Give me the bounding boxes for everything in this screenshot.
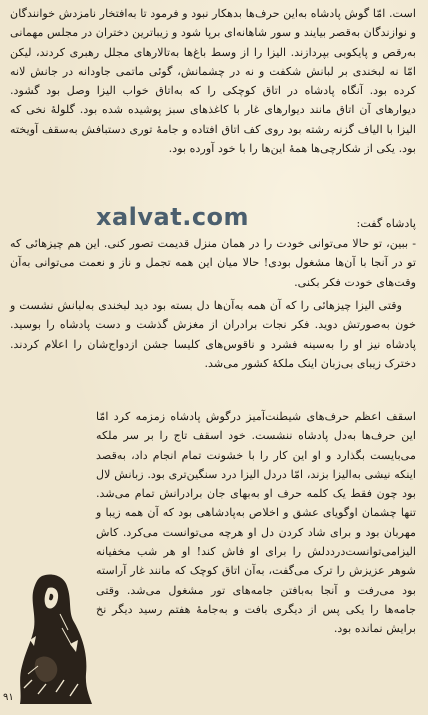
dialogue-paragraph <box>10 234 416 292</box>
speaker-line: پادشاه گفت: <box>356 217 416 230</box>
illustration-woodcut-figure <box>12 570 94 705</box>
paragraph-1-text: است. امّا گوش پادشاه به‌این حرف‌ها بدهکار نبود و فرمود تا به‌افتخار نامزدش خوانندگان و نوازندگان به‌قصر بیایند و سور شاهانه‌ای برپا شود و زیباترین دختران در مجلس مهمانی به‌رقص و پایکوبی بپردازند. الیزا را از وسط باغ‌ها به‌تالارهای مجلل رهبری کردند، لیکن امّا نه لبخندی بر لبانش شکفت و نه در چشمانش، گوئی ماتمی جاودانه در جانش لانه کرده بود. آنگاه پادشاه در اتاق کوچکی را که به‌اتاق خواب الیزا وصل بود گشود. دیوارهای آن اتاق مانند دیوارهای غار با کاغذهای سبز پوشیده شده بود. گلولهٔ نخی که الیزا با الیاف گزنه رشته بود روی کف اتاق افتاده و جامهٔ توری دستبافش به‌سقف آویخته بود. یکی از شکارچی‌ها همهٔ این‌ها را با خود آورده بود. <box>10 7 416 156</box>
watermark: xalvat.com <box>96 203 250 231</box>
dialogue-text: - ببین، تو حالا می‌توانی خودت را در همان منزل قدیمت تصور کنی. این هم چیزهائی که تو در آنجا با آن‌ها مشغول بودی! حالا میان این همه تجمل و ناز و نعمت می‌توانی به‌آن وقت‌های خودت فکر بکنی. <box>10 237 416 289</box>
paragraph-4-text: اسقف اعظم حرف‌های شیطنت‌آمیز درگوش پادشاه زمزمه کرد امّا این حرف‌ها به‌دل پادشاه ننشست. خود اسقف تاج را بر سر ملکه می‌بایست بگذارد و او این کار را با خشونت تمام انجام داد، به‌قصد اینکه نیشی به‌الیزا بزند، امّا دردل الیزا درد سنگین‌تری بود. زبانش لال بود چون فقط یک کلمه حرف او به‌بهای جان برادرانش تمام می‌شد. تنها چشمان اوگویای عشق و اخلاص به‌پادشاهی بود که آن همه زیبا و مهربان بود و برای شاد کردن دل او هرچه می‌توانست می‌کرد. کاش الیزامی‌توانست‌درددلش را برای او فاش کند! او هر شب مخفیانه شوهر عزیزش را ترک می‌گفت، به‌آن اتاق کوچک که مانند غار آراسته بود می‌رفت و آنجا به‌بافتن جامه‌های تور مشغول می‌شد. وقتی جامه‌ها را یکی پس از دیگری بافت و به‌جامهٔ هفتم رسید دیگر نخ برایش نمانده بود. <box>96 410 416 636</box>
paragraph-1 <box>10 4 416 158</box>
page-number: ۹۱ <box>3 692 14 703</box>
paragraph-3-text: وقتی الیزا چیزهائی را که آن همه به‌آن‌ها دل بسته بود دید لبخندی به‌لبانش نشست و خون به‌صورتش دوید. فکر نجات برادران از مغزش گذشت و دست پادشاه را بوسید. پادشاه نیز او را به‌سینه فشرد و ناقوس‌های کلیسا جشن ازدواج‌شان را اعلام کردند. دخترک زیبای بی‌زبان اینک ملکهٔ کشور می‌شد. <box>10 299 416 370</box>
paragraph-3 <box>10 296 416 373</box>
